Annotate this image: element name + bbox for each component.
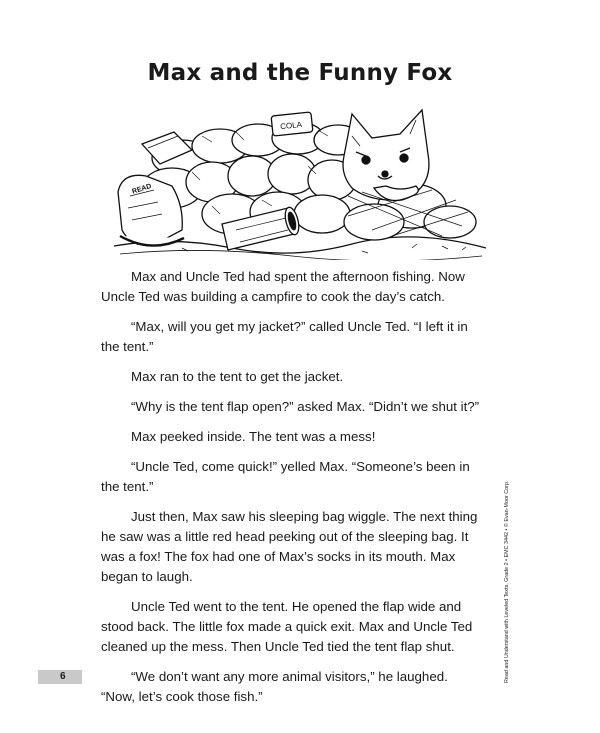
- story-paragraph: “Uncle Ted, come quick!” yelled Max. “Someone’s been in the tent.”: [101, 459, 470, 494]
- page-title: Max and the Funny Fox: [147, 60, 453, 86]
- story-paragraph: “Max, will you get my jacket?” called Uncle Ted. “I left it in the tent.”: [101, 319, 468, 354]
- story-paragraph: Max ran to the tent to get the jacket.: [131, 369, 344, 384]
- story-text: [101, 267, 481, 717]
- story-paragraph: Max and Uncle Ted had spent the afternoon fishing. Now Uncle Ted was building a campfire to cook the day’s catch.: [101, 269, 465, 304]
- page-number: 6: [60, 671, 66, 682]
- boot-label: READ: [131, 182, 153, 196]
- cola-label: COLA: [279, 119, 303, 132]
- side-credit: Read and Understand with Leveled Texts, Grade 2 • EMC 3442 • © Evan-Moor Corp.: [504, 480, 510, 683]
- story-paragraph: “We don’t want any more animal visitors,” he laughed. “Now, let’s cook those fish.”: [101, 669, 448, 704]
- fox-in-sleeping-bag-illustration: [112, 96, 488, 260]
- story-paragraph: Uncle Ted went to the tent. He opened the flap wide and stood back. The little fox made a quick exit. Max and Uncle Ted cleaned up the mess. Then Uncle Ted tied the tent flap shut.: [101, 599, 473, 654]
- story-paragraph: Just then, Max saw his sleeping bag wiggle. The next thing he saw was a little red head peeking out of the sleeping bag. It was a fox! The fox had one of Max’s socks in its mouth. Max began to laugh.: [101, 509, 478, 584]
- story-paragraph: “Why is the tent flap open?” asked Max. “Didn’t we shut it?”: [131, 399, 480, 414]
- story-paragraph: Max peeked inside. The tent was a mess!: [131, 429, 376, 444]
